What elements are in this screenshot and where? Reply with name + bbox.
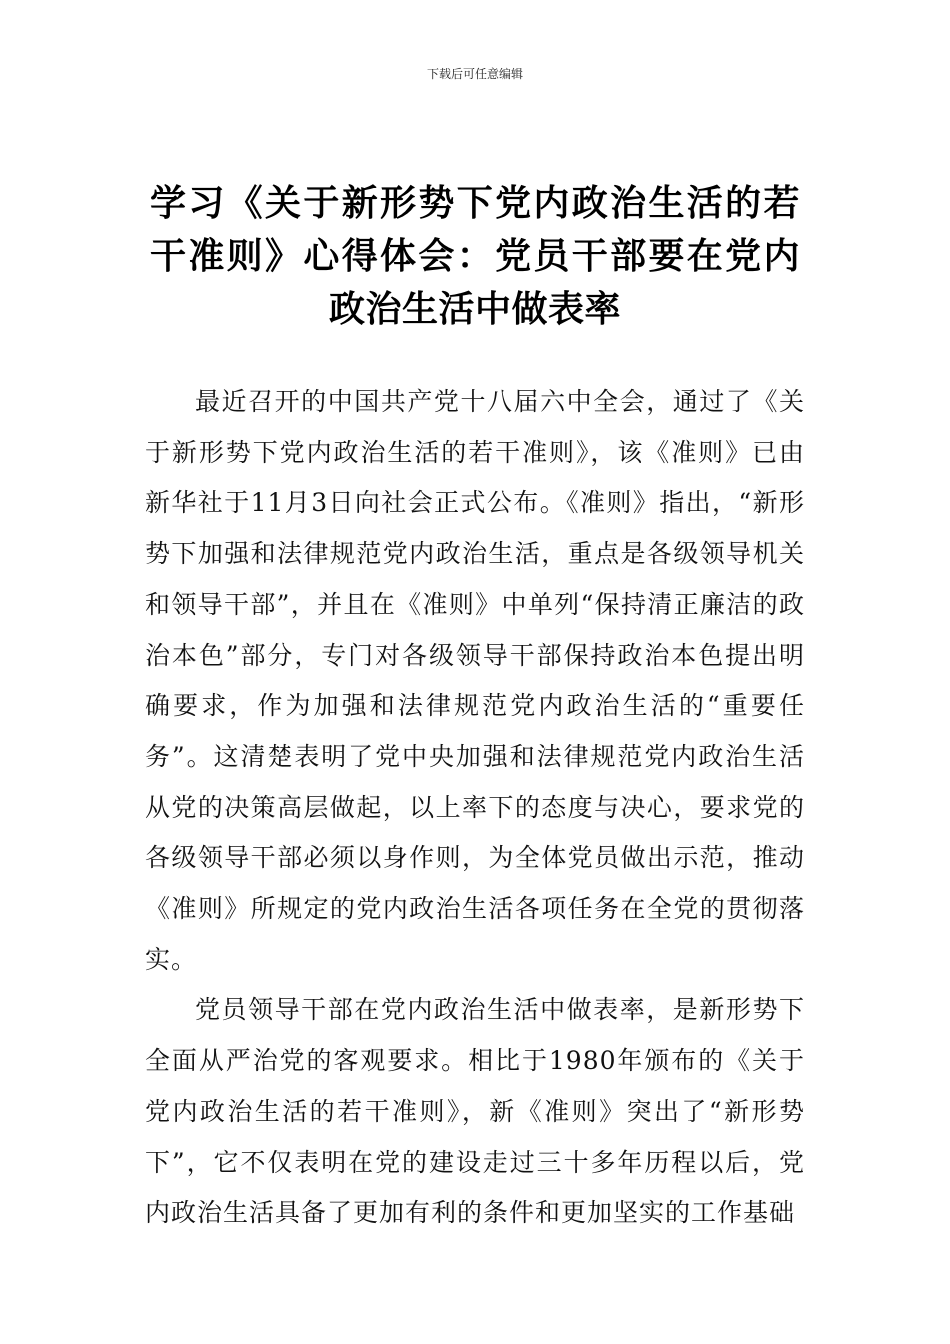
paragraph: 最近召开的中国共产党十八届六中全会，通过了《关于新形势下党内政治生活的若干准则》，该《准则》已由新华社于11月3日向社会正式公布。《准则》指出，“新形势下加强和法律规范党内政治生活，重点是各级领导机关和领导干部”，并且在《准则》中单列“保持清正廉洁的政治本色”部分，专门对各级领导干部保持政治本色提出明确要求，作为加强和法律规范党内政治生活的“重要任务”。这清楚表明了党中央加强和法律规范党内政治生活从党的决策高层做起，以上率下的态度与决心，要求党的各级领导干部必须以身作则，为全体党员做出示范，推动《准则》所规定的党内政治生活各项任务在全党的贯彻落实。	[145, 387, 805, 974]
paragraph: 党员领导干部在党内政治生活中做表率，是新形势下全面从严治党的客观要求。相比于1980年颁布的《关于党内政治生活的若干准则》，新《准则》突出了“新形势下”，它不仅表明在党的建设走过三十多年历程以后，党内政治生活具备了更加有利的条件和更加坚实的工作基础	[145, 995, 805, 1228]
document-title: 学习《关于新形势下党内政治生活的若干准则》心得体会：党员干部要在党内政治生活中做表率	[150, 183, 800, 330]
document-body	[145, 377, 805, 1239]
header-note: 下载后可任意编辑	[426, 67, 523, 81]
